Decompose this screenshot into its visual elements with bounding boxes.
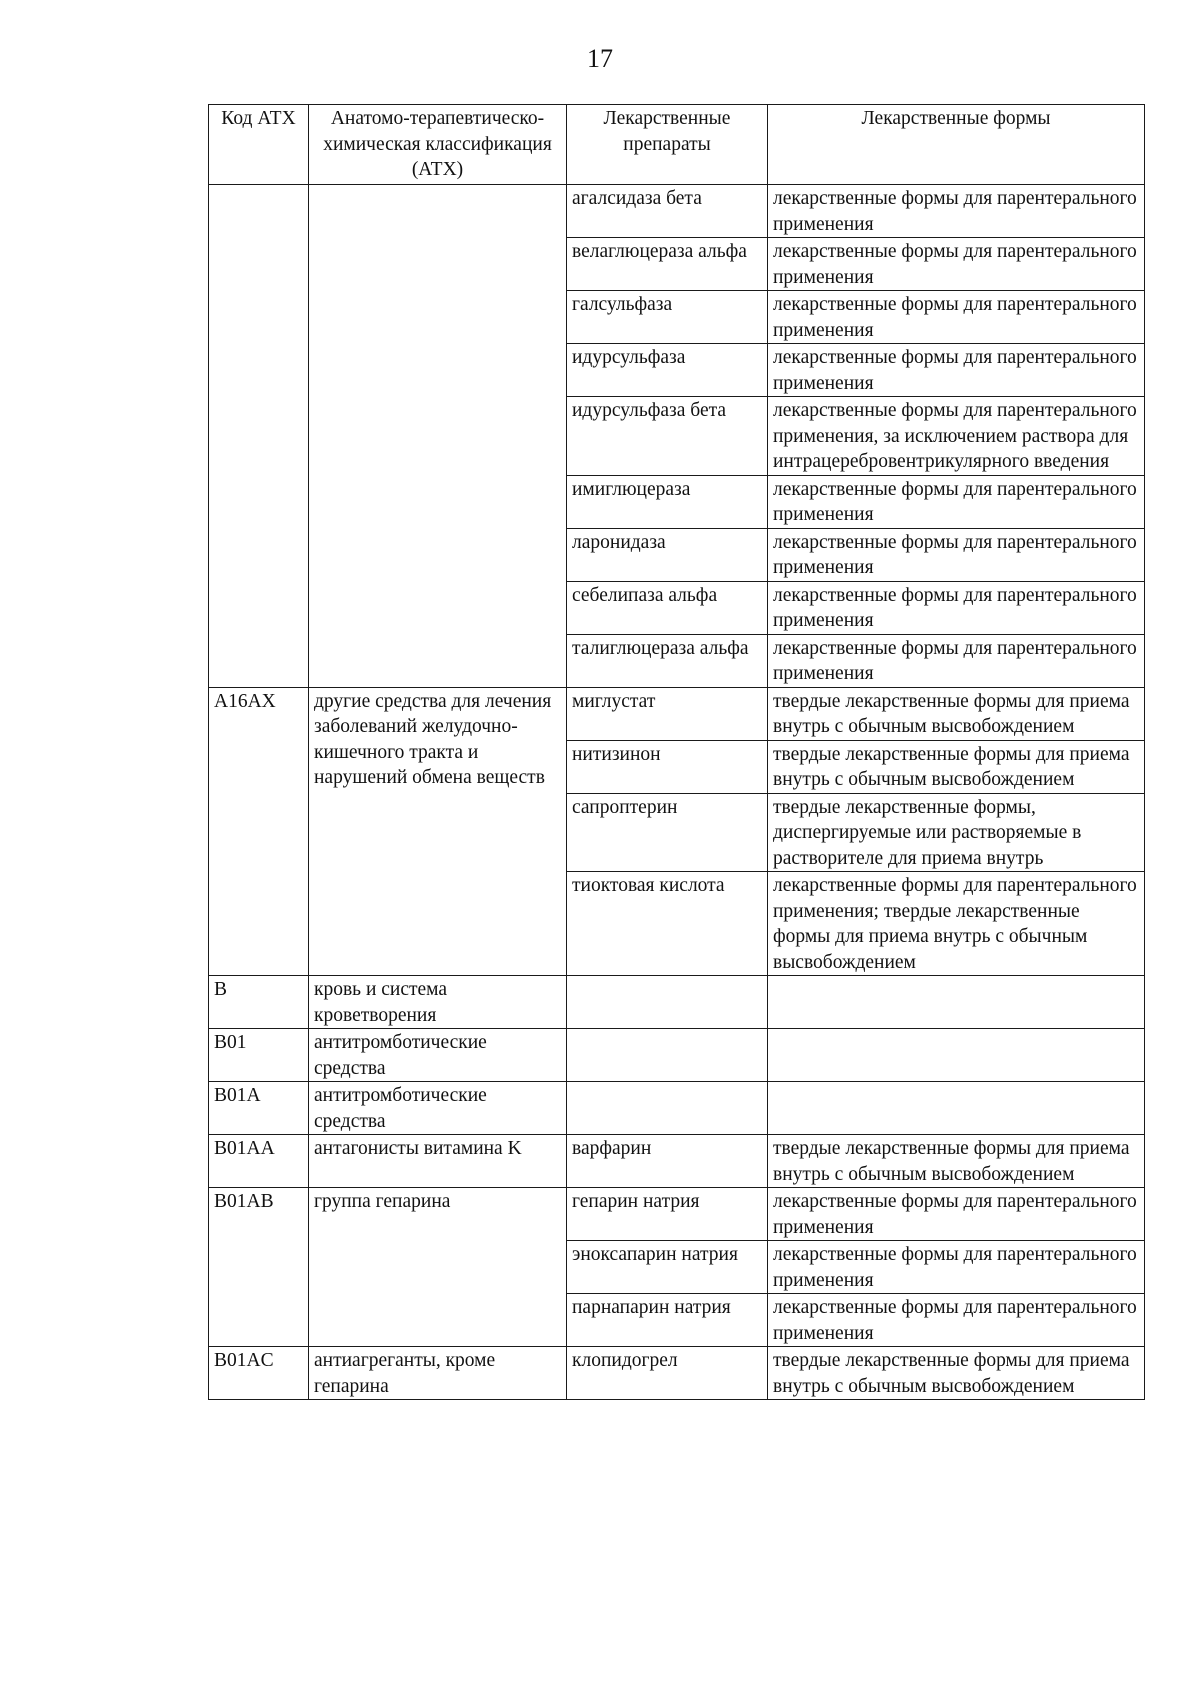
drug-name-cell: сапроптерин <box>567 793 768 872</box>
drug-name-cell: галсульфаза <box>567 291 768 344</box>
header-code: Код АТХ <box>209 105 309 185</box>
table-row <box>209 1082 1145 1135</box>
dosage-form-cell <box>768 976 1145 1029</box>
atx-code-cell: A16AX <box>209 687 309 976</box>
dosage-form-cell: лекарственные формы для парентерального применения <box>768 1294 1145 1347</box>
dosage-form-cell: лекарственные формы для парентерального применения <box>768 185 1145 238</box>
dosage-form-cell: лекарственные формы для парентерального применения <box>768 291 1145 344</box>
atx-code-cell <box>209 185 309 688</box>
atx-classification-cell: антиагреганты, кроме гепарина <box>309 1347 567 1400</box>
dosage-form-cell: лекарственные формы для парентерального применения <box>768 475 1145 528</box>
table-body <box>209 185 1145 1400</box>
drug-name-cell: идурсульфаза бета <box>567 397 768 476</box>
dosage-form-cell: твердые лекарственные формы для приема внутрь с обычным высвобождением <box>768 1135 1145 1188</box>
atx-classification-cell: другие средства для лечения заболеваний желудочно-кишечного тракта и нарушений обмена веществ <box>309 687 567 976</box>
dosage-form-cell <box>768 1082 1145 1135</box>
table-row <box>209 976 1145 1029</box>
header-classification: Анатомо-терапевтическо-химическая классификация (АТХ) <box>309 105 567 185</box>
atx-drug-table <box>208 104 1145 1400</box>
atx-code-cell: B01AA <box>209 1135 309 1188</box>
dosage-form-cell: лекарственные формы для парентерального применения <box>768 344 1145 397</box>
drug-name-cell: эноксапарин натрия <box>567 1241 768 1294</box>
dosage-form-cell: лекарственные формы для парентерального применения, за исключением раствора для интрацеребровентрикулярного введения <box>768 397 1145 476</box>
atx-classification-cell: антитромботические средства <box>309 1082 567 1135</box>
table-row <box>209 185 1145 238</box>
table-row <box>209 1029 1145 1082</box>
page-number: 17 <box>587 44 613 73</box>
table-row <box>209 687 1145 740</box>
drug-name-cell: велаглюцераза альфа <box>567 238 768 291</box>
dosage-form-cell: твердые лекарственные формы для приема внутрь с обычным высвобождением <box>768 1347 1145 1400</box>
dosage-form-cell: лекарственные формы для парентерального применения <box>768 634 1145 687</box>
table-header-row <box>209 105 1145 185</box>
drug-name-cell: парнапарин натрия <box>567 1294 768 1347</box>
header-drugs: Лекарственные препараты <box>567 105 768 185</box>
atx-classification-cell: антитромботические средства <box>309 1029 567 1082</box>
atx-code-cell: B01AC <box>209 1347 309 1400</box>
dosage-form-cell: лекарственные формы для парентерального применения <box>768 581 1145 634</box>
drug-name-cell: нитизинон <box>567 740 768 793</box>
dosage-form-cell <box>768 1029 1145 1082</box>
drug-name-cell <box>567 976 768 1029</box>
table-row <box>209 1347 1145 1400</box>
drug-name-cell: клопидогрел <box>567 1347 768 1400</box>
drug-name-cell: идурсульфаза <box>567 344 768 397</box>
atx-code-cell: B01 <box>209 1029 309 1082</box>
drug-name-cell: варфарин <box>567 1135 768 1188</box>
drug-name-cell: миглустат <box>567 687 768 740</box>
dosage-form-cell: твердые лекарственные формы для приема внутрь с обычным высвобождением <box>768 740 1145 793</box>
dosage-form-cell: лекарственные формы для парентерального применения <box>768 238 1145 291</box>
table-row <box>209 1188 1145 1241</box>
drug-name-cell: талиглюцераза альфа <box>567 634 768 687</box>
drug-name-cell: ларонидаза <box>567 528 768 581</box>
dosage-form-cell: лекарственные формы для парентерального применения <box>768 1241 1145 1294</box>
drug-name-cell <box>567 1082 768 1135</box>
atx-code-cell: B <box>209 976 309 1029</box>
atx-code-cell: B01A <box>209 1082 309 1135</box>
drug-name-cell: себелипаза альфа <box>567 581 768 634</box>
dosage-form-cell: лекарственные формы для парентерального применения <box>768 1188 1145 1241</box>
dosage-form-cell: твердые лекарственные формы, диспергируемые или растворяемые в растворителе для приема внутрь <box>768 793 1145 872</box>
atx-code-cell: B01AB <box>209 1188 309 1347</box>
drug-name-cell <box>567 1029 768 1082</box>
dosage-form-cell: лекарственные формы для парентерального применения <box>768 528 1145 581</box>
drug-name-cell: агалсидаза бета <box>567 185 768 238</box>
dosage-form-cell: твердые лекарственные формы для приема внутрь с обычным высвобождением <box>768 687 1145 740</box>
header-forms: Лекарственные формы <box>768 105 1145 185</box>
dosage-form-cell: лекарственные формы для парентерального применения; твердые лекарственные формы для приема внутрь с обычным высвобождением <box>768 872 1145 976</box>
atx-classification-cell: группа гепарина <box>309 1188 567 1347</box>
atx-classification-cell: кровь и система кроветворения <box>309 976 567 1029</box>
drug-name-cell: имиглюцераза <box>567 475 768 528</box>
drug-name-cell: тиоктовая кислота <box>567 872 768 976</box>
table-row <box>209 1135 1145 1188</box>
atx-classification-cell: антагонисты витамина K <box>309 1135 567 1188</box>
atx-classification-cell <box>309 185 567 688</box>
drug-name-cell: гепарин натрия <box>567 1188 768 1241</box>
